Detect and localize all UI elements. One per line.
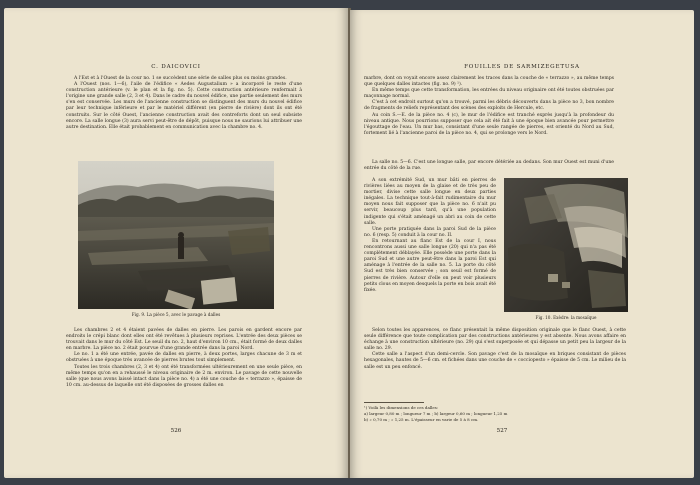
left-body-text <box>66 328 302 389</box>
paragraph: Au coin S.—E. de la pièce no. 4 (c), le mur de l'édifice est tranché exprès jusqu'à la profondeur du niveau antique. Nous pourrions supposer que cela ait été fait à une époque bien avancée pour permettre l'égouttage de l'eau. Un mur bas, consistant d'une seule rangée de pierres, est orienté du Nord au Sud, fortement lié à l'ancienne paroi de la pièce no. 4, qui se prolonge vers le Nord. <box>364 112 614 136</box>
right-top-text <box>364 76 614 137</box>
right-column-text <box>364 178 496 294</box>
right-page <box>350 10 694 478</box>
footnote-rule <box>364 402 424 403</box>
paragraph: A l'Ouest (nos. 1—6), l'aile de l'édifice « Aedes Augustalium » a incorporé le reste d'une construction antérieure (v. le plan et la fig. no. 5). Cette construction antérieure renfermait à l'origine une grande salle (2, 3 et 4). Dans le cadre du nouvel édifice, une partie seulement des murs s'en est conservée. Les murs de l'ancienne construction se distinguent des murs du nouvel édifice par leur technique inférieure et par le matériel différent (en pierre de rivière) dont ils ont été construits. Sur le côté Ouest, l'ancienne construction avait des contreforts dont un seul subsiste encore. La salle longue (3) aura servi peut-être de dépôt, puisque nous ne saurions lui attribuer une autre destination. Elle était probablement en communication avec la chambre no. 4. <box>66 82 302 130</box>
paragraph: Selon toutes les apparences, ce flanc présentait la même disposition originale que le flanc Ouest, à cette seule différence que toute complication par des constructions antérieures y est absente. Nous avons affaire en échange à une construction ultérieure (no. 29) qui s'est superposée et qui dépasse un petit peu la largeur de la salle no. 29. <box>364 328 626 352</box>
paragraph: En retournant au flanc Est de la cour I, nous rencontrons aussi une salle longue (20) qui n'a pas été complètement déblayée. Elle possède une porte dans la paroi Sud et une autre peut-être dans la paroi Est qui aménage à l'entrée de la salle no. 5. La porte du côté Sud est très bien conservée ; son seuil est formé de pierres de rivière. Autour d'elle on peut voir plusieurs petits clous en moyen desquels la porte en bois avait été fixée. <box>364 238 496 293</box>
right-bottom-text <box>364 328 626 371</box>
paragraph: C'est à cet endroit surtout qu'on a trouvé, parmi les débris découverts dans la pièce no 3, bon nombre de fragments de reliefs représentant des scènes des exploits de Hercule, etc. <box>364 100 614 112</box>
figure-9-caption: Fig. 9. La pièce 5, avec le pavage à dalles <box>131 312 221 317</box>
excavation-photo <box>78 161 274 309</box>
paragraph: Le no. 1 a été une entrée, pavée de dalles en pierre, à deux portes, larges chacune de 3 m et obstruées à une époque très avancée de pierres brutes tout simplement. <box>66 352 302 364</box>
footnote-line: b) » 0,70 m ; » 1,25 m. L'épaisseur en varie de 5 à 8 cm. <box>364 417 479 422</box>
figure-9-photo <box>78 161 274 309</box>
left-intro-text <box>66 76 302 131</box>
paragraph: En même temps que cette transformation, les entrées du niveau originaire ont été toutes obstruées par maçonnage normal. <box>364 88 614 100</box>
figure-10-photo <box>504 178 628 312</box>
left-page <box>4 8 348 478</box>
footnote-line: a) largeur 0,80 m ; longueur 7 m ; b) largeur 0,60 m ; longueur 1,25 m <box>364 411 508 416</box>
mosaic-photo <box>504 178 628 312</box>
paragraph: A l'Est et à l'Ouest de la cour no. 1 se succèdent une série de salles plus ou moins grandes. <box>74 76 287 81</box>
right-page-number: 527 <box>496 428 508 434</box>
paragraph: Toutes les trois chambres (2, 3 et 4) ont été transformées ultérieurement en une seule pièce, en même temps qu'on en a rehaussé le niveau originaire de 2 m. environ. Le pavage de cette nouvelle salle (que nous avons laissé intact dans la pièce no. 4) a été une couche de « terrazzo », épaisse de 10 cm. au-dessus de laquelle ont été disposées de grosses dalles en <box>66 364 302 388</box>
paragraph: La salle no. 5—6. C'est une longue salle, par encore détériée au dedans. Son mur Ouest est muni d'une entrée du côté de la rue. <box>364 160 614 172</box>
paragraph: Cette salle a l'aspect d'un demi-cercle. Son pavage c'est de la mosaïque en briques consistant de pièces hexagonales, hautes de 5—6 cm. et fichées dans une couche de « cocciopesto » épaisse de 5 cm. Le milieu de la salle est un peu enfoncé. <box>364 352 626 370</box>
salle-heading <box>364 160 614 172</box>
paragraph: Les chambres 2 et 4 étaient pavées de dalles en pierre. Les parois en gardent encore par endroits le crépi blanc dont elles ont été revêtues à plusieurs reprises. L'entrée des deux pièces se trouvait dans le mur du côté Est. Le seuil du no. 2, haut d'environ 10 cm., était formé de deux dalles en marbre. La pièce no. 2 était pourvue d'une grande entrée dans la paroi Nord. <box>66 328 302 352</box>
right-running-head: FOUILLES DE SARMIZEGETUSA <box>464 64 580 70</box>
left-page-number: 526 <box>170 428 182 434</box>
figure-10-caption: Fig. 10. Exèdre: la mosaïque <box>535 315 597 320</box>
left-running-head: C. DAICOVICI <box>151 64 201 70</box>
footnote-line: ¹) Voilà les dimensions de ces dalles: <box>364 405 439 410</box>
paragraph: A son extrémité Sud, un mur bâti en pierres de rivières liées au moyen de la glaise et de très peu de mortier, divise cette salle longue en deux parties inégales. La technique tout-à-fait rudimentaire du mur moyen nous fait supposer que la pièce no. 6 n'ait pu servir, beaucoup plus tard, qu'à une population indigente qui s'était aménagé un abri au coin de cette salle. <box>364 178 496 226</box>
paragraph: Une porte pratiquée dans la paroi Sud de la pièce no. 6 (resp. 5) conduit à la cour no. II. <box>364 226 496 238</box>
paragraph: marbre, dont on voyait encore assez clairement les traces dans la couche de « terrazzo », au même temps que quelques dalles intactes (fig. no. 9) ¹). <box>364 76 614 88</box>
